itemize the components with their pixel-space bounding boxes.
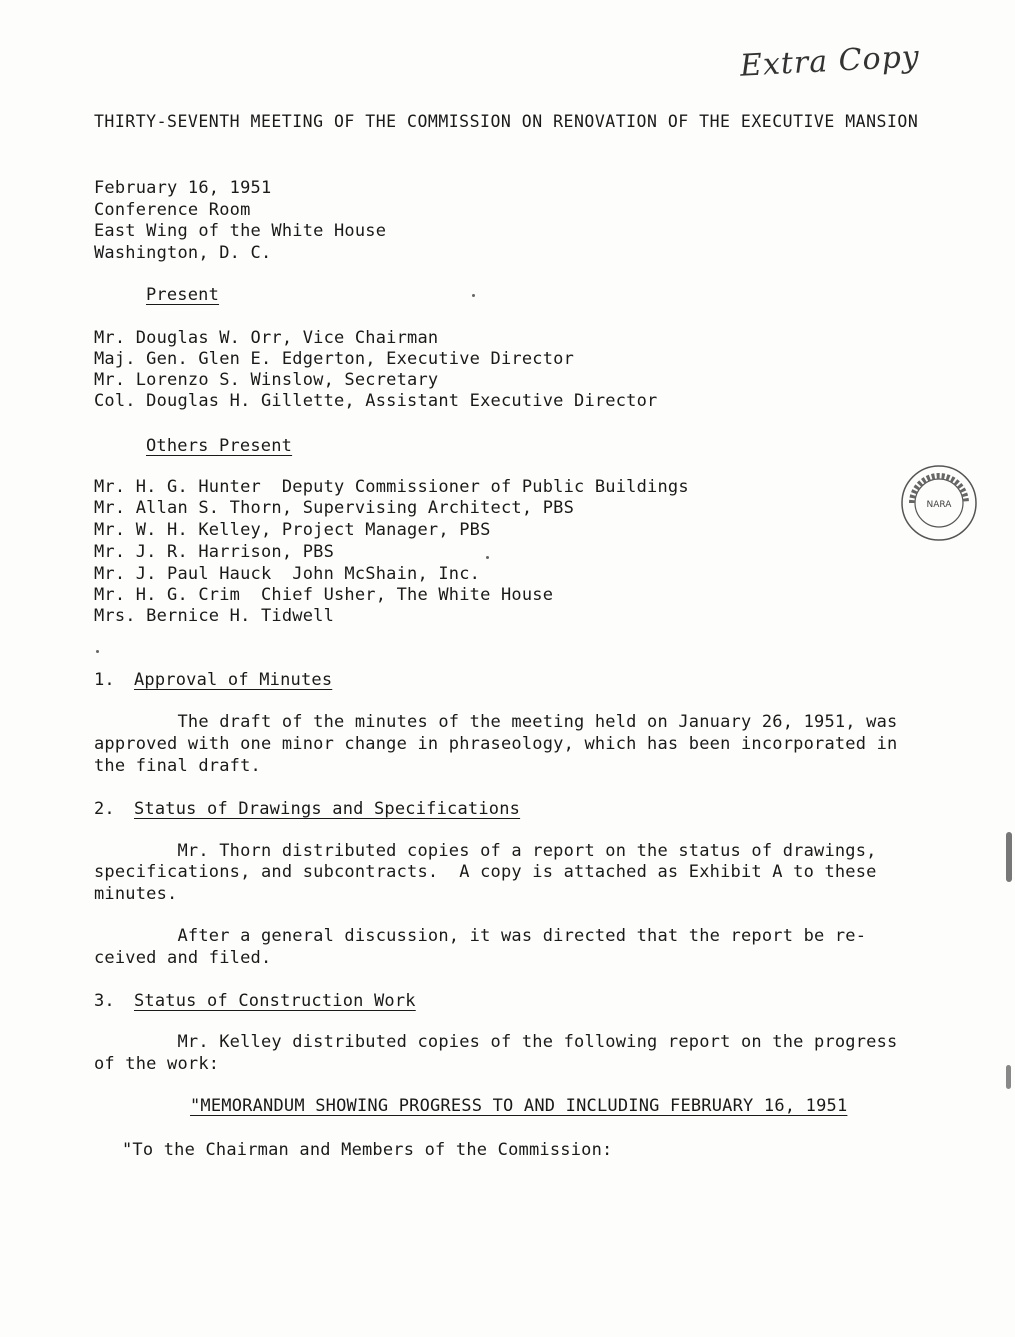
present-member: Maj. Gen. Glen E. Edgerton, Executive Director — [94, 349, 575, 369]
meeting-city: Washington, D. C. — [94, 243, 272, 263]
others-present-heading: Others Present — [146, 436, 293, 456]
paragraph-line: approved with one minor change in phraseology, which has been incorporated in — [94, 734, 898, 754]
handwritten-annotation: Extra Copy — [739, 39, 921, 84]
paragraph-line: The draft of the minutes of the meeting held on January 26, 1951, was — [94, 712, 898, 732]
section-number: 1. — [94, 670, 115, 690]
present-member: Mr. Lorenzo S. Winslow, Secretary — [94, 370, 439, 390]
paragraph-line: of the work: — [94, 1054, 220, 1074]
scan-edge-mark — [1006, 832, 1012, 882]
meeting-date: February 16, 1951 — [94, 178, 272, 198]
section-heading: Status of Drawings and Specifications — [134, 799, 521, 819]
others-member: Mrs. Bernice H. Tidwell — [94, 606, 335, 626]
meeting-building: East Wing of the White House — [94, 221, 387, 241]
paragraph-line: After a general discussion, it was directed that the report be re- — [94, 926, 867, 946]
paragraph-line: the final draft. — [94, 756, 261, 776]
paragraph-line: specifications, and subcontracts. A copy is attached as Exhibit A to these — [94, 862, 877, 882]
scan-speck — [486, 556, 489, 559]
paragraph-line: Mr. Kelley distributed copies of the following report on the progress — [94, 1032, 898, 1052]
paragraph-line: ceived and filed. — [94, 948, 272, 968]
others-member: Mr. H. G. Hunter Deputy Commissioner of Public Buildings — [94, 477, 689, 497]
present-member: Col. Douglas H. Gillette, Assistant Executive Director — [94, 391, 658, 411]
memo-title: "MEMORANDUM SHOWING PROGRESS TO AND INCLUDING FEBRUARY 16, 1951 — [190, 1096, 848, 1116]
section-heading: Status of Construction Work — [134, 991, 416, 1011]
present-member: Mr. Douglas W. Orr, Vice Chairman — [94, 328, 439, 348]
scan-speck — [472, 294, 475, 297]
section-number: 2. — [94, 799, 115, 819]
scan-speck — [96, 650, 99, 653]
others-member: Mr. J. Paul Hauck John McShain, Inc. — [94, 564, 481, 584]
document-title: THIRTY-SEVENTH MEETING OF THE COMMISSION ON RENOVATION OF THE EXECUTIVE MANSION — [94, 112, 919, 131]
library-stamp-icon — [900, 464, 978, 542]
section-number: 3. — [94, 991, 115, 1011]
scan-edge-mark — [1006, 1065, 1011, 1089]
others-member: Mr. J. R. Harrison, PBS — [94, 542, 335, 562]
others-member: Mr. W. H. Kelley, Project Manager, PBS — [94, 520, 491, 540]
present-heading: Present — [146, 285, 220, 305]
others-member: Mr. H. G. Crim Chief Usher, The White House — [94, 585, 554, 605]
memo-salutation: "To the Chairman and Members of the Commission: — [122, 1140, 613, 1160]
paragraph-line: minutes. — [94, 884, 178, 904]
stamp-center-text: NARA — [926, 500, 952, 510]
section-heading: Approval of Minutes — [134, 670, 333, 690]
meeting-room: Conference Room — [94, 200, 251, 220]
others-member: Mr. Allan S. Thorn, Supervising Architect, PBS — [94, 498, 575, 518]
paragraph-line: Mr. Thorn distributed copies of a report on the status of drawings, — [94, 841, 877, 861]
